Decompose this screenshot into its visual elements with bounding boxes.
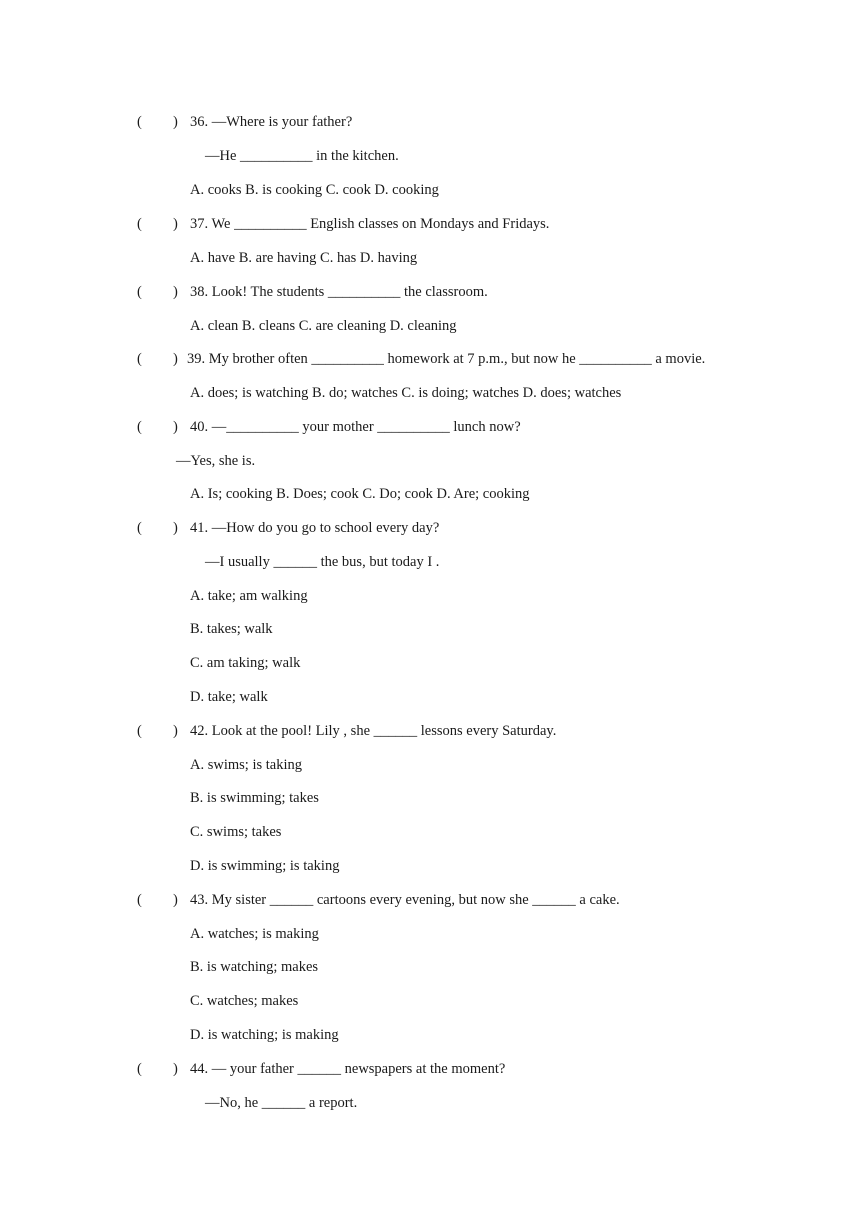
answer-option: C. swims; takes: [190, 824, 282, 840]
answer-option: A. watches; is making: [190, 926, 319, 942]
document-page: ( ) 36. —Where is your father? —He __________ in the kitchen. A. cooks B. is cooking C. cook D. cooking ( ) 37. We __________ English classes on Mondays and Fridays. A. have B. are having C. has D. having ( ) 38. Look! The students __________ the classroom. A. clean B. cleans C. are cleaning D. cleaning ( ) 39. My brother often __________ homework at 7 p.m., but now he __________ a movie. A. does; is watching B. do; watches C. is doing; watches D. does; watches ( ) 40. —__________ your mother __________ lunch now? —Yes, she is. A. Is; cooking B. Does; cook C. Do; cook D. Are; cooking ( ) 41. —How do you go to school every day? —I usually ______ the bus, but today I . A. take; am walking B. takes; walk C. am taking; walk D. take; walk ( ) 42. Look at the pool! Lily , she ______ lessons every Saturday. A. swims; is taking B. is swimming; takes C. swims; takes D. is swimming; is taking ( ) 43. My sister ______ cartoons every evening, but now she ______ a cake. A. watches; is making B. is watching; makes C. watches; makes D. is watching; is making ( ) 44. — your father ______ newspapers at the moment? —No, he ______ a report.: [137, 114, 706, 1111]
question-stem: 41. —How do you go to school every day?: [190, 520, 440, 536]
question-stem: 36. —Where is your father?: [190, 114, 353, 130]
answer-option: D. is watching; is making: [190, 1027, 339, 1043]
answer-options: A. clean B. cleans C. are cleaning D. cleaning: [190, 318, 457, 334]
question-line: —Yes, she is.: [176, 453, 256, 469]
question-line: —I usually ______ the bus, but today I .: [205, 554, 440, 570]
answer-option: B. takes; walk: [190, 621, 273, 637]
answer-option: B. is watching; makes: [190, 959, 319, 975]
question-stem: 39. My brother often __________ homework at 7 p.m., but now he __________ a movie.: [187, 351, 706, 367]
answer-option: B. is swimming; takes: [190, 790, 319, 806]
answer-option: A. swims; is taking: [190, 757, 302, 773]
answer-option: C. watches; makes: [190, 993, 299, 1009]
question-stem: 37. We __________ English classes on Mondays and Fridays.: [190, 216, 550, 232]
question-line: —No, he ______ a report.: [205, 1095, 358, 1111]
answer-options: A. does; is watching B. do; watches C. is doing; watches D. does; watches: [190, 385, 622, 401]
question-stem: 43. My sister ______ cartoons every evening, but now she ______ a cake.: [190, 892, 620, 908]
question-stem: 42. Look at the pool! Lily , she ______ lessons every Saturday.: [190, 723, 557, 739]
answer-options: A. Is; cooking B. Does; cook C. Do; cook D. Are; cooking: [190, 486, 530, 502]
answer-options: A. have B. are having C. has D. having: [190, 250, 418, 266]
question-stem: 38. Look! The students __________ the classroom.: [190, 284, 488, 300]
question-line: —He __________ in the kitchen.: [205, 148, 399, 164]
answer-option: C. am taking; walk: [190, 655, 301, 671]
answer-option: D. is swimming; is taking: [190, 858, 340, 874]
answer-option: D. take; walk: [190, 689, 268, 705]
question-stem: 44. — your father ______ newspapers at the moment?: [190, 1061, 506, 1077]
question-stem: 40. —__________ your mother __________ lunch now?: [190, 419, 521, 435]
answer-options: A. cooks B. is cooking C. cook D. cooking: [190, 182, 439, 198]
answer-option: A. take; am walking: [190, 588, 308, 604]
